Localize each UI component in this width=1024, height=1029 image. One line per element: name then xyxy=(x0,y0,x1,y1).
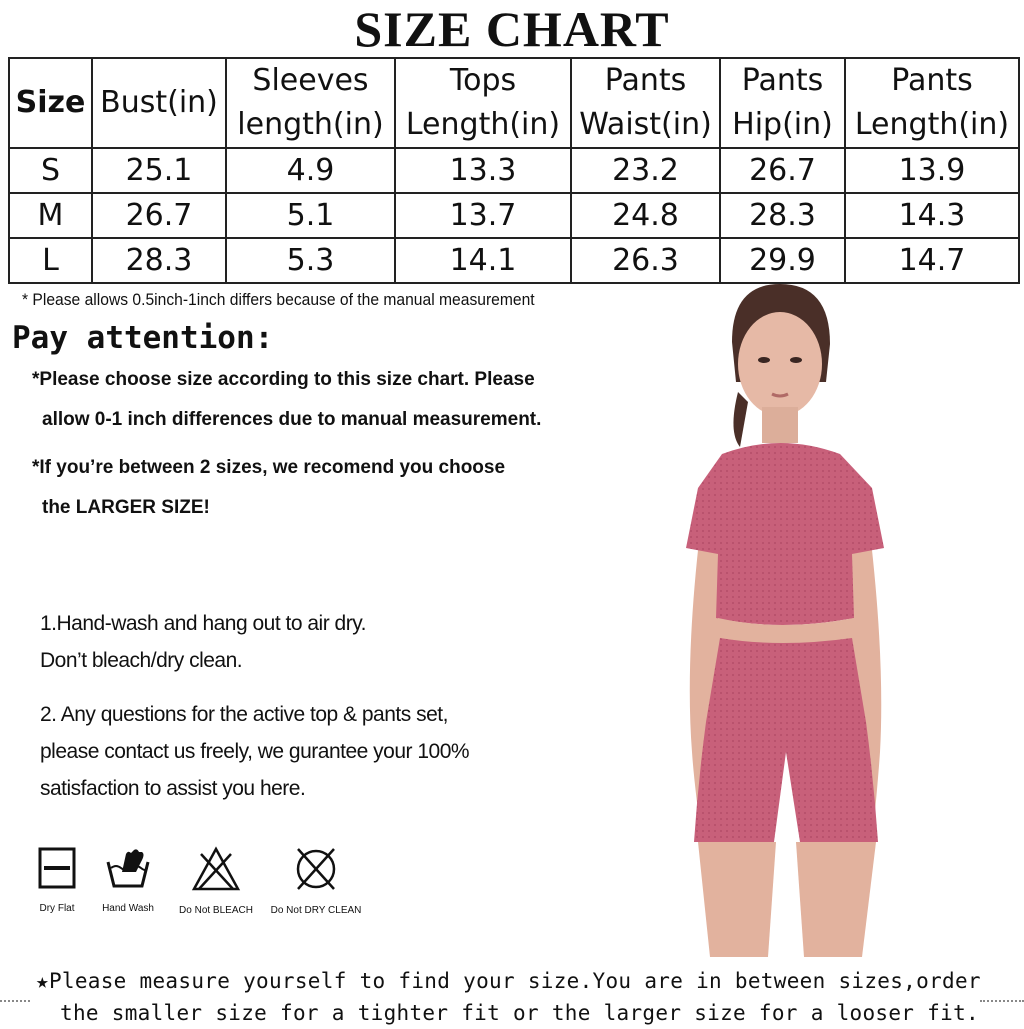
table-cell: 26.7 xyxy=(720,148,845,193)
model-photo xyxy=(640,282,930,957)
table-cell: 13.3 xyxy=(395,148,571,193)
hand-wash-care xyxy=(92,846,164,914)
divider-left xyxy=(0,1000,30,1002)
icon-label: Hand Wash xyxy=(102,903,154,914)
table-cell: 29.9 xyxy=(720,238,845,283)
header-sleeves-length: Sleeves length(in) xyxy=(226,58,395,148)
header-tops-length: Tops Length(in) xyxy=(395,58,571,148)
table-cell: 28.3 xyxy=(720,193,845,238)
table-cell: 5.3 xyxy=(226,238,395,283)
table-cell: 28.3 xyxy=(92,238,226,283)
table-cell: S xyxy=(9,148,92,193)
header-bust: Bust(in) xyxy=(92,58,226,148)
do-not-bleach-care xyxy=(172,846,260,916)
table-cell: 4.9 xyxy=(226,148,395,193)
care-line: please contact us freely, we gurantee your 100% xyxy=(40,740,470,763)
care-line: 2. Any questions for the active top & pants set, xyxy=(40,703,448,726)
do-not-dry-clean-icon xyxy=(293,846,339,892)
table-cell: 25.1 xyxy=(92,148,226,193)
table-cell: 5.1 xyxy=(226,193,395,238)
table-cell: 26.7 xyxy=(92,193,226,238)
advice-line: *Please choose size according to this size chart. Please xyxy=(32,369,535,390)
table-cell: 13.9 xyxy=(845,148,1019,193)
size-chart-title: SIZE CHART xyxy=(354,1,670,57)
table-cell: 23.2 xyxy=(571,148,720,193)
table-cell: 14.3 xyxy=(845,193,1019,238)
attention-heading: Pay attention: xyxy=(12,320,274,356)
table-cell: L xyxy=(9,238,92,283)
advice-line: allow 0-1 inch differences due to manual measurement. xyxy=(42,409,542,430)
advice-line: *If you’re between 2 sizes, we recomend you choose xyxy=(32,457,506,478)
advice-line: the LARGER SIZE! xyxy=(42,497,210,518)
header-pants-waist: Pants Waist(in) xyxy=(571,58,720,148)
header-pants-length: Pants Length(in) xyxy=(845,58,1019,148)
icon-label: Do Not DRY CLEAN xyxy=(270,905,362,916)
header-size: Size xyxy=(9,58,92,148)
hand-wash-icon xyxy=(104,846,152,890)
larger-size-paragraph xyxy=(32,448,592,528)
measurement-note: * Please allows 0.5inch-1inch differs because of the manual measurement xyxy=(22,290,535,309)
footer-line: the smaller size for a tighter fit or the larger size for a looser fit. xyxy=(60,1001,979,1025)
table-cell: 26.3 xyxy=(571,238,720,283)
footer-line: ★Please measure yourself to find your size.You are in between sizes,order xyxy=(36,969,981,993)
size-advice-paragraph xyxy=(32,360,592,440)
table-row xyxy=(9,193,1019,238)
care-line: satisfaction to assist you here. xyxy=(40,777,306,800)
care-instruction-2 xyxy=(40,696,600,807)
divider-right xyxy=(980,1000,1024,1002)
care-instruction-1 xyxy=(40,605,600,679)
icon-label: Do Not BLEACH xyxy=(179,905,253,916)
do-not-dry-clean-care xyxy=(266,846,366,916)
table-cell: M xyxy=(9,193,92,238)
table-cell: 13.7 xyxy=(395,193,571,238)
care-line: Don’t bleach/dry clean. xyxy=(40,649,243,672)
table-header-row xyxy=(9,58,1019,148)
table-row xyxy=(9,148,1019,193)
table-cell: 14.7 xyxy=(845,238,1019,283)
dry-flat-icon xyxy=(37,846,77,890)
table-cell: 14.1 xyxy=(395,238,571,283)
measure-footer xyxy=(36,965,996,1029)
dry-flat-care xyxy=(22,846,92,914)
table-row xyxy=(9,238,1019,283)
size-table xyxy=(8,57,1020,284)
icon-label: Dry Flat xyxy=(39,903,75,914)
do-not-bleach-icon xyxy=(191,846,241,892)
care-line: 1.Hand-wash and hang out to air dry. xyxy=(40,612,366,635)
header-pants-hip: Pants Hip(in) xyxy=(720,58,845,148)
table-cell: 24.8 xyxy=(571,193,720,238)
